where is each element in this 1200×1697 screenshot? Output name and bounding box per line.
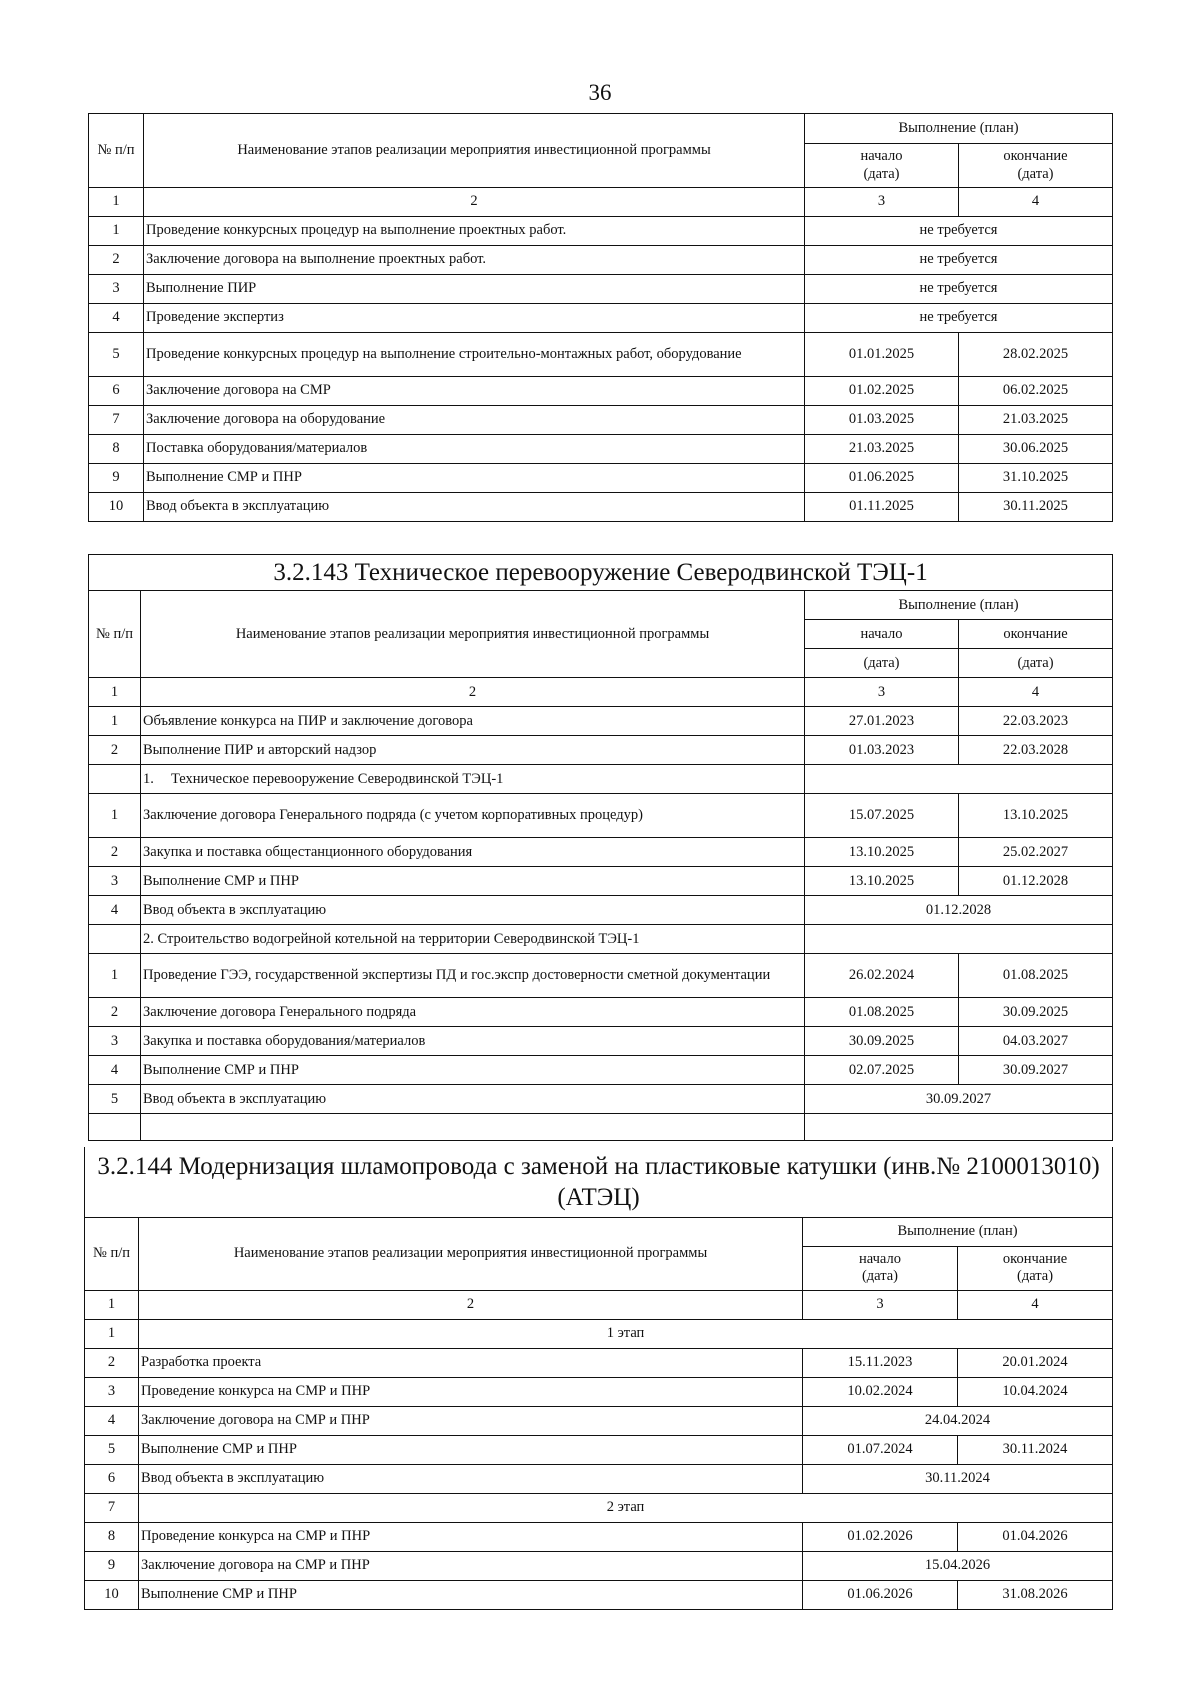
stages-table-1 xyxy=(88,113,1113,522)
table-row: 1 Проведение ГЭЭ, государственной экспертизы ПД и гос.экспр достоверности сметной документации 26.02.2024 01.08.2025 xyxy=(89,954,1113,998)
header-end: окончание (дата) xyxy=(959,144,1113,188)
subsection-row: 2. Строительство водогрейной котельной на территории Северодвинской ТЭЦ-1 xyxy=(89,925,1113,954)
table-row: 2 Выполнение ПИР и авторский надзор 01.03.2023 22.03.2028 xyxy=(89,736,1113,765)
header-name: Наименование этапов реализации мероприятия инвестиционной программы xyxy=(141,591,805,678)
section-title-3-2-143: 3.2.143 Техническое перевооружение Северодвинской ТЭЦ-1 xyxy=(89,555,1113,591)
stages-table-2 xyxy=(88,554,1113,1141)
table-row: 3 Закупка и поставка оборудования/материалов 30.09.2025 04.03.2027 xyxy=(89,1027,1113,1056)
header-start: начало (дата) xyxy=(805,144,959,188)
table-row: 3 Выполнение ПИР не требуется xyxy=(89,275,1113,304)
header-start-unit: (дата) xyxy=(805,649,959,678)
stages-table-3 xyxy=(84,1147,1113,1610)
table-row: 6 Ввод объекта в эксплуатацию 30.11.2024 xyxy=(85,1464,1113,1493)
header-exec: Выполнение (план) xyxy=(805,114,1113,144)
table-row: 6 Заключение договора на СМР 01.02.2025 06.02.2025 xyxy=(89,377,1113,406)
table-row: 2 Заключение договора Генерального подряда 01.08.2025 30.09.2025 xyxy=(89,998,1113,1027)
header-num: № п/п xyxy=(85,1217,139,1290)
table-row: 4 Выполнение СМР и ПНР 02.07.2025 30.09.2027 xyxy=(89,1056,1113,1085)
header-start: начало xyxy=(805,620,959,649)
table-row: 5 Выполнение СМР и ПНР 01.07.2024 30.11.2024 xyxy=(85,1435,1113,1464)
header-exec: Выполнение (план) xyxy=(803,1217,1113,1246)
table-row: 9 Заключение договора на СМР и ПНР 15.04.2026 xyxy=(85,1551,1113,1580)
header-num: № п/п xyxy=(89,591,141,678)
empty-row xyxy=(89,1114,1113,1141)
table-row: 10 Ввод объекта в эксплуатацию 01.11.2025 30.11.2025 xyxy=(89,493,1113,522)
index-row: 1 2 3 4 xyxy=(89,678,1113,707)
stage-row: 1 1 этап xyxy=(85,1319,1113,1348)
table-row: 9 Выполнение СМР и ПНР 01.06.2025 31.10.2025 xyxy=(89,464,1113,493)
header-end: окончание (дата) xyxy=(958,1246,1113,1290)
table-row: 10 Выполнение СМР и ПНР 01.06.2026 31.08.2026 xyxy=(85,1580,1113,1609)
table-row: 4 Заключение договора на СМР и ПНР 24.04.2024 xyxy=(85,1406,1113,1435)
table-row: 2 Заключение договора на выполнение проектных работ. не требуется xyxy=(89,246,1113,275)
index-row: 1 2 3 4 xyxy=(89,188,1113,217)
table-row: 3 Проведение конкурса на СМР и ПНР 10.02.2024 10.04.2024 xyxy=(85,1377,1113,1406)
stage-row: 7 2 этап xyxy=(85,1493,1113,1522)
table-row: 4 Проведение экспертиз не требуется xyxy=(89,304,1113,333)
table-row: 2 Разработка проекта 15.11.2023 20.01.2024 xyxy=(85,1348,1113,1377)
table-row: 8 Поставка оборудования/материалов 21.03.2025 30.06.2025 xyxy=(89,435,1113,464)
table-row: 1 Объявление конкурса на ПИР и заключение договора 27.01.2023 22.03.2023 xyxy=(89,707,1113,736)
table-row: 5 Проведение конкурсных процедур на выполнение строительно-монтажных работ, оборудование 01.01.2025 28.02.2025 xyxy=(89,333,1113,377)
header-exec: Выполнение (план) xyxy=(805,591,1113,620)
table-row: 5 Ввод объекта в эксплуатацию 30.09.2027 xyxy=(89,1085,1113,1114)
subsection-row: 1. Техническое перевооружение Северодвинской ТЭЦ-1 xyxy=(89,765,1113,794)
header-start: начало (дата) xyxy=(803,1246,958,1290)
section-title-3-2-144: 3.2.144 Модернизация шламопровода с заменой на пластиковые катушки (инв.№ 2100013010) (АТЭЦ) xyxy=(85,1147,1113,1217)
table-row: 1 Проведение конкурсных процедур на выполнение проектных работ. не требуется xyxy=(89,217,1113,246)
header-name: Наименование этапов реализации мероприятия инвестиционной программы xyxy=(139,1217,803,1290)
table-row: 4 Ввод объекта в эксплуатацию 01.12.2028 xyxy=(89,896,1113,925)
table-row: 8 Проведение конкурса на СМР и ПНР 01.02.2026 01.04.2026 xyxy=(85,1522,1113,1551)
index-row: 1 2 3 4 xyxy=(85,1290,1113,1319)
table-row: 3 Выполнение СМР и ПНР 13.10.2025 01.12.2028 xyxy=(89,867,1113,896)
page-number: 36 xyxy=(588,80,612,105)
header-end: окончание xyxy=(959,620,1113,649)
header-end-unit: (дата) xyxy=(959,649,1113,678)
header-num: № п/п xyxy=(89,114,144,188)
table-row: 7 Заключение договора на оборудование 01.03.2025 21.03.2025 xyxy=(89,406,1113,435)
table-row: 1 Заключение договора Генерального подряда (с учетом корпоративных процедур) 15.07.2025 13.10.2025 xyxy=(89,794,1113,838)
header-name: Наименование этапов реализации мероприятия инвестиционной программы xyxy=(144,114,805,188)
table-row: 2 Закупка и поставка общестанционного оборудования 13.10.2025 25.02.2027 xyxy=(89,838,1113,867)
